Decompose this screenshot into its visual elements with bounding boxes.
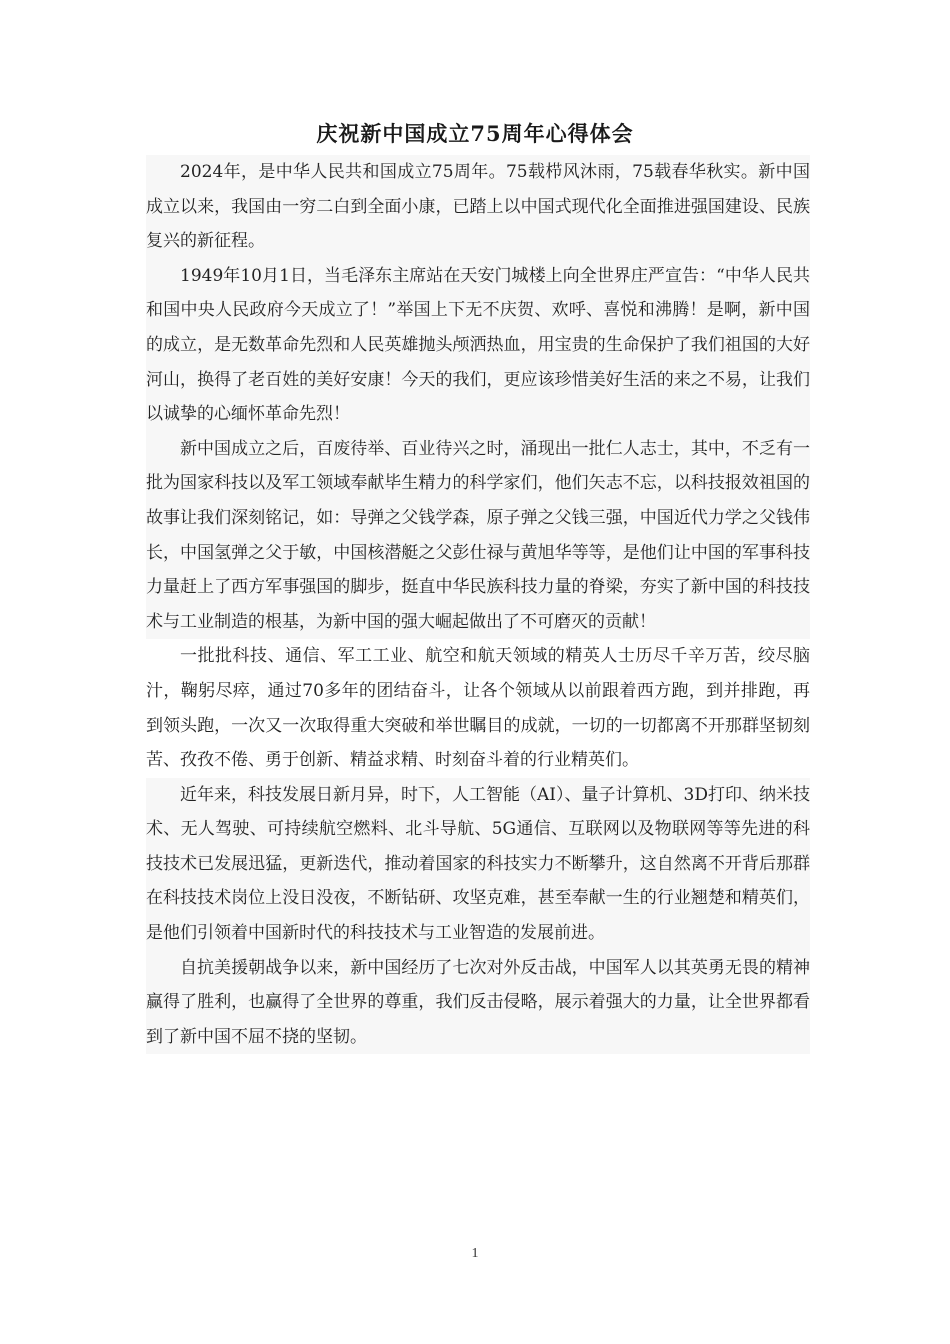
- paragraph-1: 2024年，是中华人民共和国成立75周年。75载栉风沐雨，75载春华秋实。新中国成立以来，我国由一穷二白到全面小康，已踏上以中国式现代化全面推进强国建设、民族复兴的新征程。: [146, 155, 810, 259]
- paragraph-5: 近年来，科技发展日新月异，时下，人工智能（AI）、量子计算机、3D打印、纳米技术、无人驾驶、可持续航空燃料、北斗导航、5G通信、互联网以及物联网等等先进的科技技术已发展迅猛，更新迭代，推动着国家的科技实力不断攀升，这自然离不开背后那群在科技技术岗位上没日没夜，不断钻研、攻坚克难，甚至奉献一生的行业翘楚和精英们，是他们引领着中国新时代的科技技术与工业智造的发展前进。: [146, 778, 810, 951]
- page-number: 1: [471, 1246, 479, 1261]
- document-title: 庆祝新中国成立75周年心得体会: [316, 121, 634, 146]
- paragraph-6: 自抗美援朝战争以来，新中国经历了七次对外反击战，中国军人以其英勇无畏的精神赢得了胜利，也赢得了全世界的尊重，我们反击侵略，展示着强大的力量，让全世界都看到了新中国不屈不挠的坚韧。: [146, 951, 810, 1055]
- paragraph-2: 1949年10月1日，当毛泽东主席站在天安门城楼上向全世界庄严宣告：“中华人民共和国中央人民政府今天成立了！”举国上下无不庆贺、欢呼、喜悦和沸腾！是啊，新中国的成立，是无数革命先烈和人民英雄抛头颅洒热血，用宝贵的生命保护了我们祖国的大好河山，换得了老百姓的美好安康！今天的我们，更应该珍惜美好生活的来之不易，让我们以诚挚的心缅怀革命先烈！: [146, 259, 810, 432]
- paragraph-4: 一批批科技、通信、军工工业、航空和航天领域的精英人士历尽千辛万苦，绞尽脑汁，鞠躬尽瘁，通过70多年的团结奋斗，让各个领域从以前跟着西方跑，到并排跑，再到领头跑，一次又一次取得重大突破和举世瞩目的成就，一切的一切都离不开那群坚韧刻苦、孜孜不倦、勇于创新、精益求精、时刻奋斗着的行业精英们。: [146, 639, 810, 777]
- paragraph-3: 新中国成立之后，百废待举、百业待兴之时，涌现出一批仁人志士，其中，不乏有一批为国家科技以及军工领域奉献毕生精力的科学家们，他们矢志不忘，以科技报效祖国的故事让我们深刻铭记，如：导弹之父钱学森，原子弹之父钱三强，中国近代力学之父钱伟长，中国氢弹之父于敏，中国核潜艇之父彭仕禄与黄旭华等等，是他们让中国的军事科技力量赶上了西方军事强国的脚步，挺直中华民族科技力量的脊梁，夯实了新中国的科技技术与工业制造的根基，为新中国的强大崛起做出了不可磨灭的贡献！: [146, 432, 810, 640]
- document-body: [146, 155, 810, 1054]
